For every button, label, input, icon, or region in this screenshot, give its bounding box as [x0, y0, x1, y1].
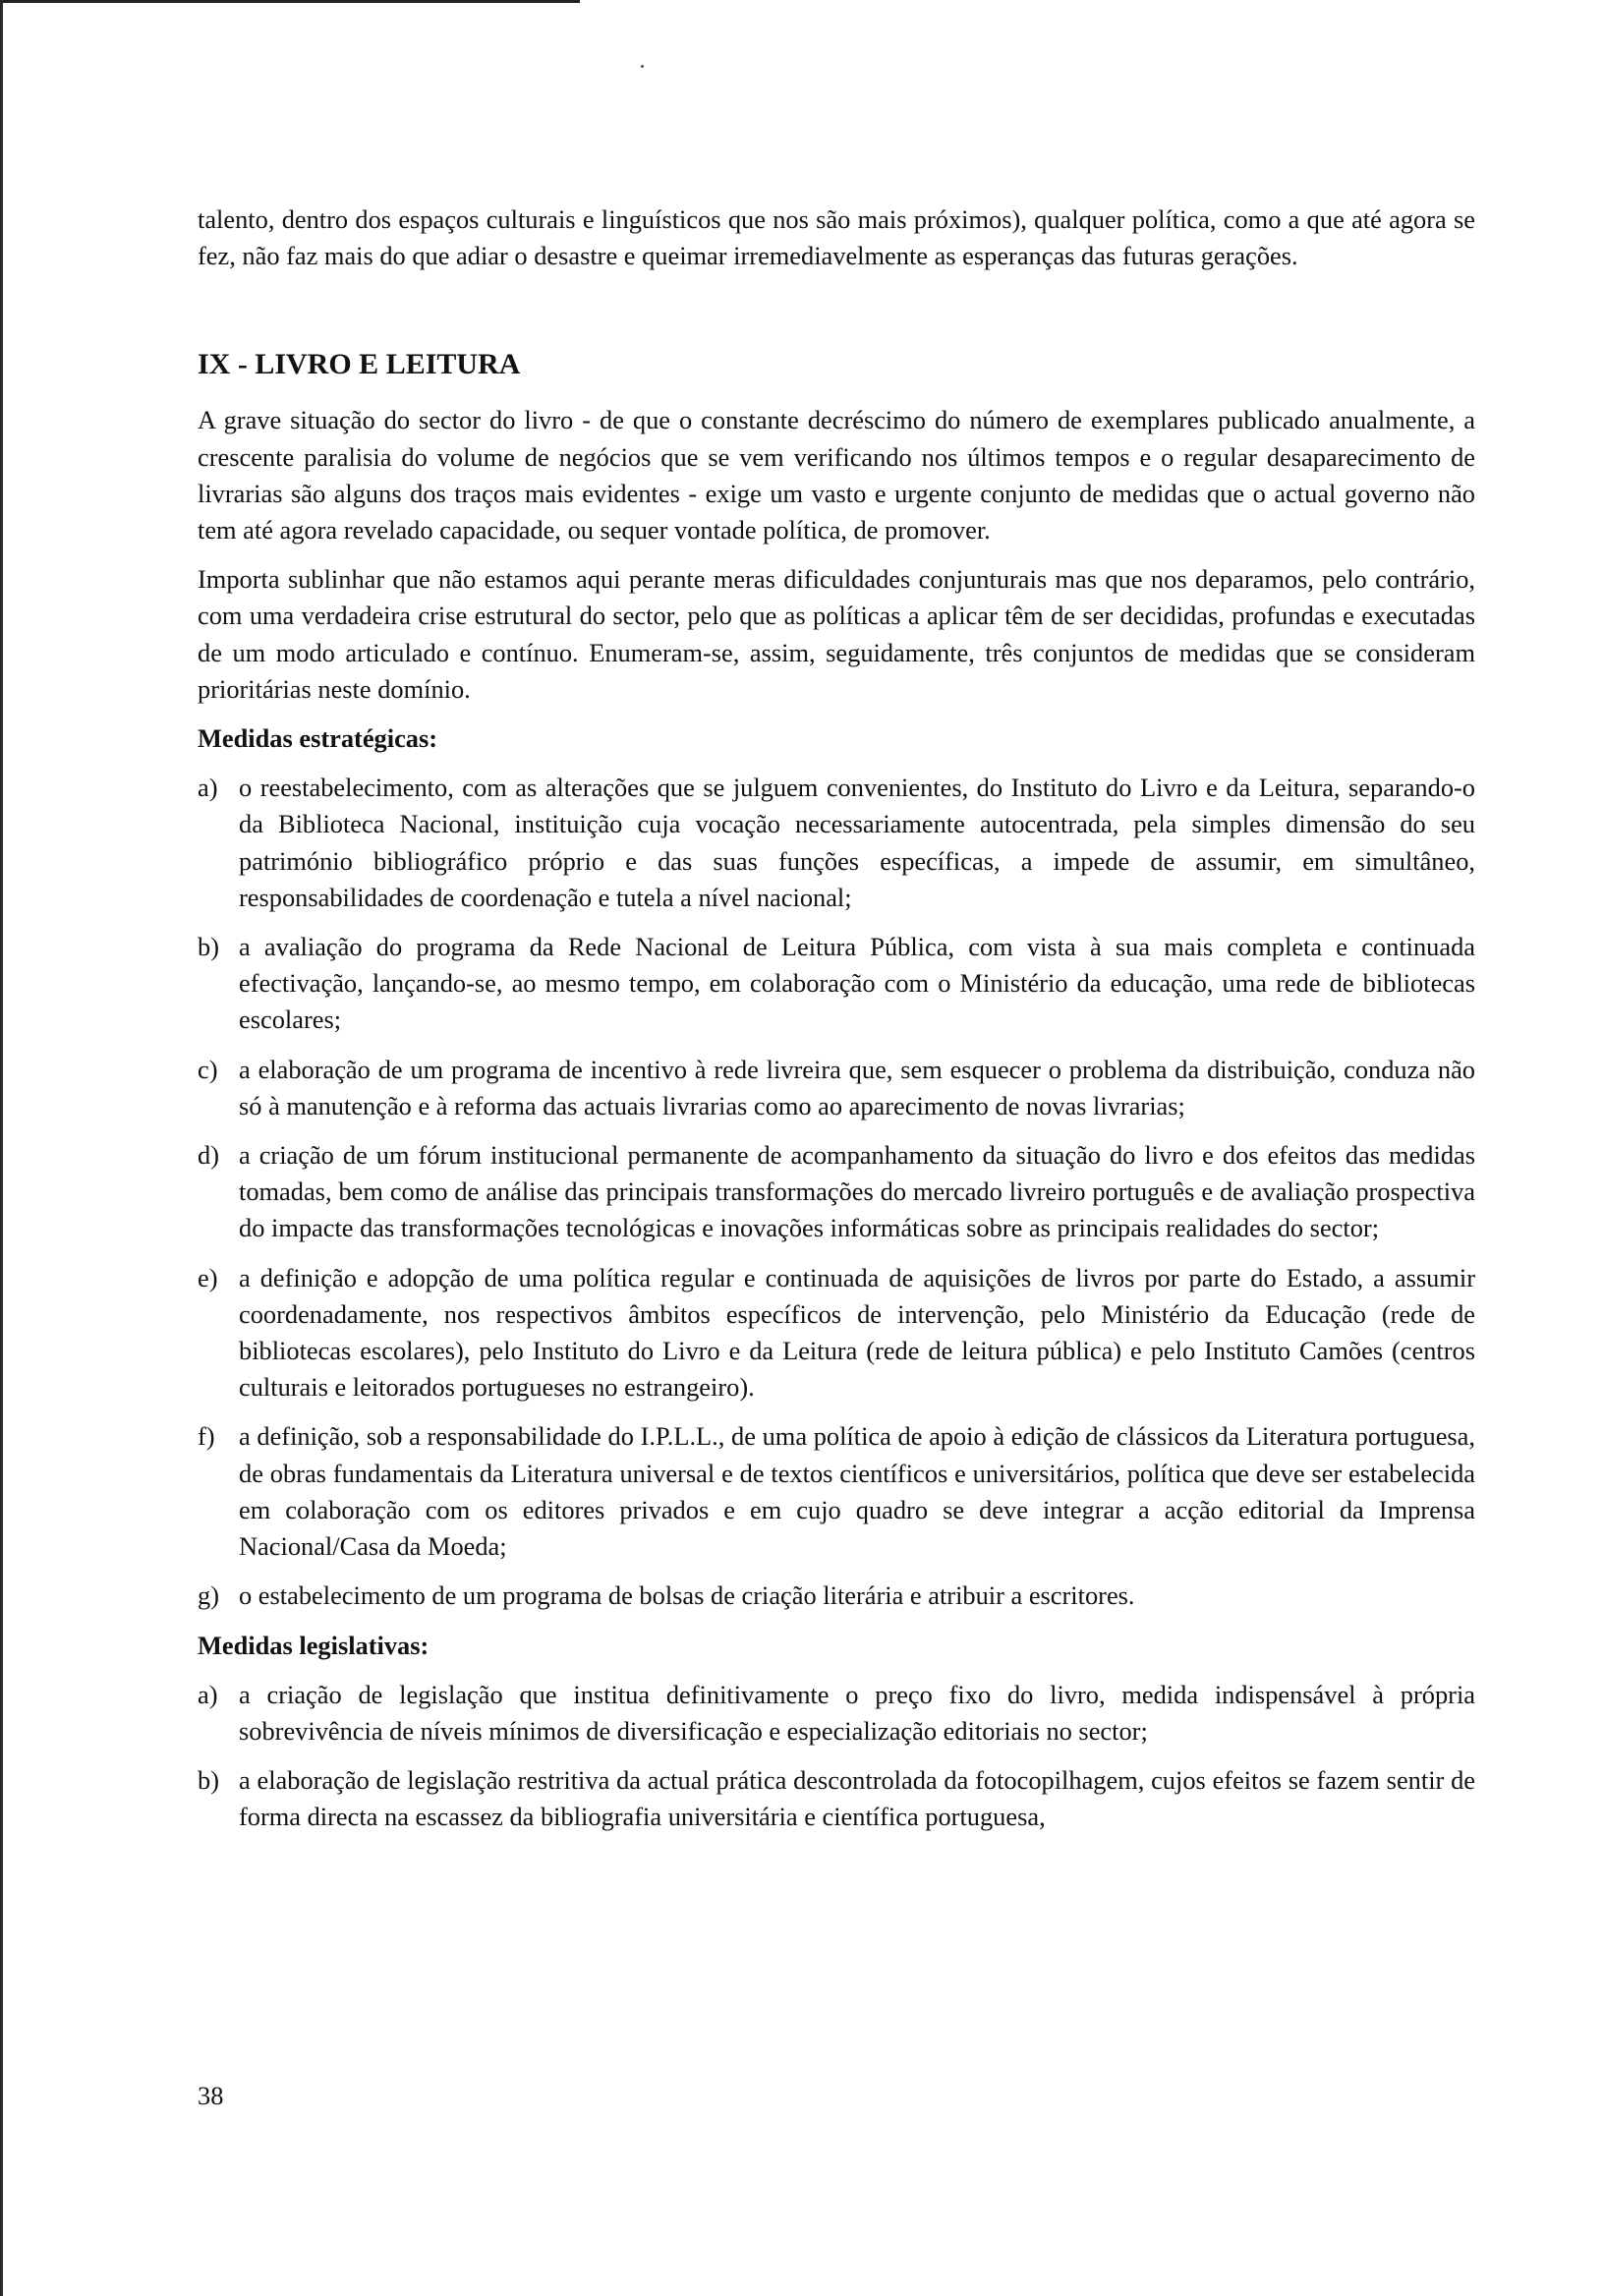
list-item	[198, 1578, 1475, 1614]
list-item-text: a avaliação do programa da Rede Nacional de Leitura Pública, com vista à sua mais completa e continuada efectivação, lançando-se, ao mesmo tempo, em colaboração com o Ministério da educação, uma rede de bibliotecas escolares;	[239, 932, 1475, 1035]
list-item-text: a definição e adopção de uma política regular e continuada de aquisições de livros por parte do Estado, a assumir coordenadamente, nos respectivos âmbitos específicos de intervenção, pelo Ministério da Educação (rede de bibliotecas escolares), pelo Instituto do Livro e da Leitura (rede de leitura pública) e pelo Instituto Camões (centros culturais e leitorados portugueses no estrangeiro).	[239, 1262, 1475, 1403]
list-item-text: a criação de legislação que institua definitivamente o preço fixo do livro, medida indispensável à própria sobrevivência de níveis mínimos de diversificação e especialização editoriais no sector;	[239, 1679, 1475, 1746]
list-item-text: a elaboração de legislação restritiva da actual prática descontrolada da fotocopilhagem, cujos efeitos se fazem sentir de forma directa na escassez da bibliografia universitária e científica portuguesa,	[239, 1765, 1475, 1832]
scan-speck	[641, 65, 644, 68]
body-paragraph: Importa sublinhar que não estamos aqui perante meras dificuldades conjunturais mas que nos deparamos, pelo contrário, com uma verdadeira crise estrutural do sector, pelo que as políticas a aplicar têm de ser decididas, profundas e executadas de um modo articulado e contínuo. Enumeram-se, assim, seguidamente, três conjuntos de medidas que se consideram prioritárias neste domínio.	[198, 564, 1475, 704]
list-item-marker: b)	[198, 932, 219, 962]
list-item	[198, 1260, 1475, 1406]
body-paragraph: A grave situação do sector do livro - de que o constante decréscimo do número de exemplares publicado anualmente, a crescente paralisia do volume de negócios que se vem verificando nos últimos tempos e o regular desaparecimento de livrarias são alguns dos traços mais evidentes - exige um vasto e urgente conjunto de medidas que o actual governo não tem até agora revelado capacidade, ou sequer vontade política, de promover.	[198, 405, 1475, 545]
list-item	[198, 1418, 1475, 1565]
list-item-marker: c)	[198, 1054, 218, 1084]
list-item-text: a definição, sob a responsabilidade do I.P.L.L., de uma política de apoio à edição de clássicos da Literatura portuguesa, de obras fundamentais da Literatura universal e de textos científicos e universitários, política que deve ser estabelecida em colaboração com os editores privados e em cujo quadro se deve integrar a acção editorial da Imprensa Nacional/Casa da Moeda;	[239, 1421, 1475, 1562]
list-item-text: o reestabelecimento, com as alterações que se julguem convenientes, do Instituto do Livro e da Leitura, separando-o da Biblioteca Nacional, instituição cuja vocação necessariamente autocentrada, pela simples dimensão do seu património bibliográfico próprio e das suas funções específicas, a impede de assumir, em simultâneo, responsabilidades de coordenação e tutela a nível nacional;	[239, 773, 1475, 912]
section-title: IX - LIVRO E LEITURA	[198, 348, 521, 381]
scan-border-top	[0, 0, 580, 3]
list-item-marker: e)	[198, 1262, 218, 1292]
list-item	[198, 1052, 1475, 1124]
list-item-marker: d)	[198, 1140, 219, 1171]
list-item-text: a criação de um fórum institucional permanente de acompanhamento da situação do livro e dos efeitos das medidas tomadas, bem como de análise das principais transformações do mercado livreiro português e de avaliação prospectiva do impacte das transformações tecnológicas e inovações informáticas sobre as principais realidades do sector;	[239, 1140, 1475, 1243]
list-item-text: o estabelecimento de um programa de bolsas de criação literária e atribuir a escritores.	[239, 1580, 1135, 1611]
list-item	[198, 1762, 1475, 1835]
legislative-measures-heading: Medidas legislativas:	[198, 1630, 430, 1660]
list-item-marker: a)	[198, 773, 218, 803]
page-number: 38	[198, 2081, 224, 2110]
list-item-marker: f)	[198, 1421, 215, 1452]
list-item-text: a elaboração de um programa de incentivo à rede livreira que, sem esquecer o problema da distribuição, conduza não só à manutenção e à reforma das actuais livrarias como ao aparecimento de novas livrarias;	[239, 1054, 1475, 1120]
list-item	[198, 929, 1475, 1039]
document-page	[198, 201, 1475, 1849]
list-item	[198, 1677, 1475, 1750]
strategic-measures-list	[198, 770, 1475, 1614]
list-item	[198, 770, 1475, 916]
strategic-measures-heading: Medidas estratégicas:	[198, 723, 438, 754]
list-item-marker: b)	[198, 1765, 219, 1796]
list-item	[198, 1137, 1475, 1247]
list-item-marker: a)	[198, 1679, 218, 1709]
legislative-measures-list	[198, 1677, 1475, 1836]
intro-paragraph: talento, dentro dos espaços culturais e linguísticos que nos são mais próximos), qualquer política, como a que até agora se fez, não faz mais do que adiar o desastre e queimar irremediavelmente as esperanças das futuras gerações.	[198, 204, 1475, 271]
scan-border-left	[0, 0, 3, 2296]
list-item-marker: g)	[198, 1580, 219, 1611]
